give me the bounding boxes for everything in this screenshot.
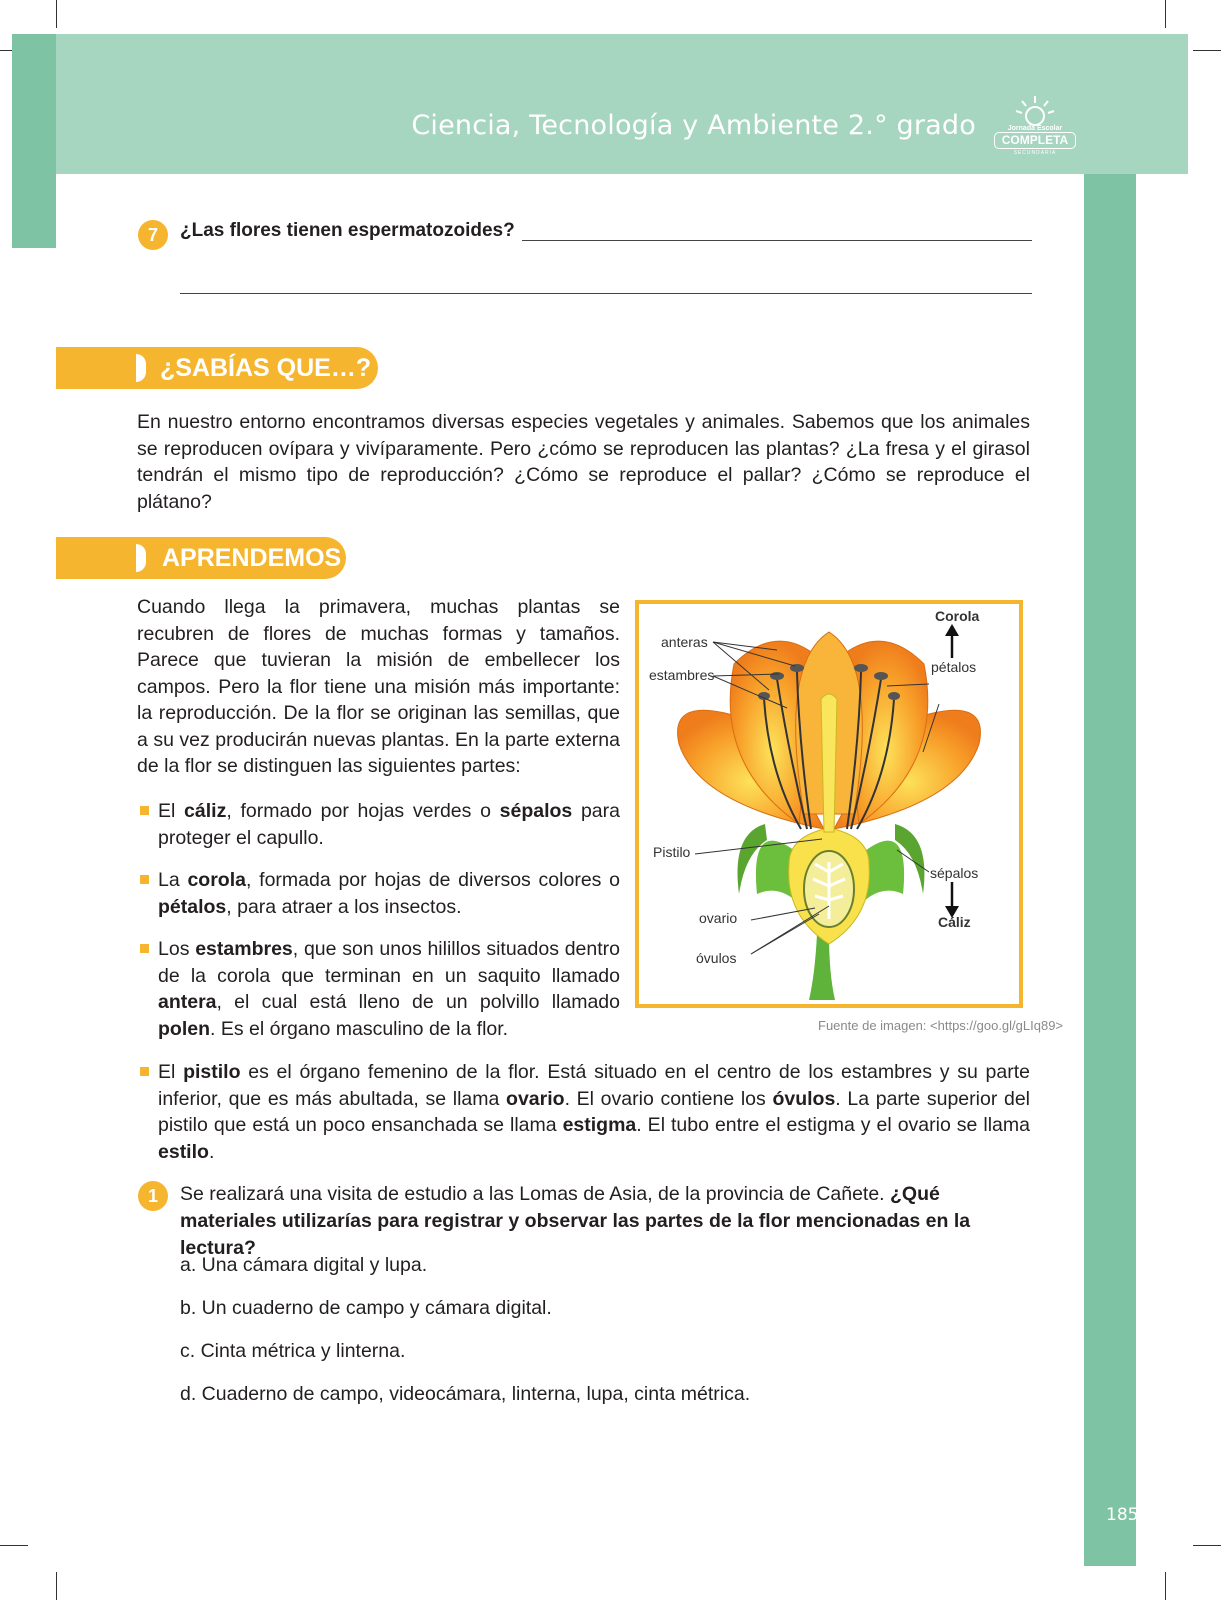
term-antera: antera xyxy=(158,991,217,1013)
text: El xyxy=(158,1061,184,1083)
logo-line1: Jornada Escolar xyxy=(1007,125,1063,132)
option-d[interactable]: d. Cuaderno de campo, videocámara, linterna, lupa, cinta métrica. xyxy=(180,1383,751,1405)
text: , que son unos hilillos situados dentro de la corola que terminan en un saquito llamado xyxy=(158,938,620,987)
label-ovario: ovario xyxy=(699,910,738,926)
text: . xyxy=(208,1140,215,1163)
image-source: Fuente de imagen: <https://goo.gl/gLIq89> xyxy=(818,1018,1064,1033)
crop-mark xyxy=(0,1545,28,1546)
text: , el cual está lleno de un polvillo llamado xyxy=(216,991,620,1013)
header-title: Ciencia, Tecnología y Ambiente 2.° grado xyxy=(411,110,976,141)
logo-line3: SECUNDARIA xyxy=(1013,150,1057,156)
text: El xyxy=(158,800,185,822)
question-7-text: ¿Las flores tienen espermatozoides? xyxy=(180,220,515,241)
label-ovulos: óvulos xyxy=(696,950,737,966)
term-corola: corola xyxy=(187,869,246,891)
bullet-estambres xyxy=(158,936,620,1042)
flower-figure xyxy=(635,600,1023,1008)
bullet-pistilo xyxy=(158,1059,1030,1165)
term-estigma: estigma xyxy=(562,1114,637,1136)
term-estilo: estilo xyxy=(158,1140,209,1163)
logo-line2: COMPLETA xyxy=(994,132,1076,149)
crop-mark xyxy=(1165,0,1166,28)
label-caliz: Cáliz xyxy=(938,914,971,930)
text: La xyxy=(158,869,188,891)
answer-line[interactable] xyxy=(522,240,1032,241)
sun-icon xyxy=(992,94,1078,128)
term-ovulos: óvulos xyxy=(772,1087,836,1110)
question-1-text xyxy=(180,1181,1030,1262)
bullet-icon xyxy=(140,806,149,815)
question-1-bold: ¿Qué materiales utilizarías para registrar y observar las partes de la flor mencionadas en la lectura? xyxy=(180,1183,971,1259)
text: Los xyxy=(158,938,196,960)
text: . Es el órgano masculino de la flor. xyxy=(210,1017,509,1040)
term-caliz: cáliz xyxy=(184,800,227,822)
aprendemos-heading: APRENDEMOS xyxy=(162,544,342,572)
left-tab xyxy=(12,34,56,248)
label-petalos: pétalos xyxy=(931,659,977,675)
term-sepalos: sépalos xyxy=(499,800,573,822)
crop-mark xyxy=(56,1572,57,1600)
sabias-text: En nuestro entorno encontramos diversas especies vegetales y animales. Sabemos que los animales se reproducen ovípara y vivíparamente. Pero ¿cómo se reproducen las plantas? ¿La fresa y el girasol tendrán el mismo tipo de reproducción? ¿Cómo se reproduce el pallar? ¿Cómo se reproduce el plátano? xyxy=(137,411,1030,513)
bullet-icon xyxy=(140,875,149,884)
option-b[interactable]: b. Un cuaderno de campo y cámara digital. xyxy=(180,1297,552,1319)
crop-mark xyxy=(1193,1545,1221,1546)
text: es el órgano femenino de la flor. Está situado en el centro de los estambres y su parte inferior, que es más abultada, se llama xyxy=(158,1061,1030,1110)
bullet-icon xyxy=(140,1067,149,1076)
question-1-badge: 1 xyxy=(138,1181,168,1211)
aprendemos-intro: Cuando llega la primavera, muchas plantas se recubren de flores de muchas formas y tamaños. Parece que tuvieran la misión de embellecer los campos. Pero la flor tiene una misión más importante: la reproducción. De la flor se originan las semillas, que a su vez producirán nuevas plantas. En la parte externa de la flor se distinguen las siguientes partes: xyxy=(137,596,620,777)
term-ovario: ovario xyxy=(506,1087,565,1110)
bullet-corola xyxy=(158,867,620,920)
crop-mark xyxy=(1165,1572,1166,1600)
bullet-caliz xyxy=(158,798,620,851)
sabias-heading: ¿SABÍAS QUE…? xyxy=(160,354,372,382)
answer-line[interactable] xyxy=(180,293,1032,294)
text: , formado por hojas verdes o xyxy=(226,800,500,822)
right-strip xyxy=(1084,174,1139,1566)
label-anteras: anteras xyxy=(661,634,708,650)
label-pistilo: Pistilo xyxy=(653,844,691,860)
arrow-up-icon xyxy=(945,624,959,636)
term-pistilo: pistilo xyxy=(183,1061,241,1083)
text: . El tubo entre el estigma y el ovario se llama xyxy=(636,1114,1030,1136)
label-estambres: estambres xyxy=(649,667,715,683)
term-polen: polen xyxy=(158,1017,210,1040)
page-number: 185 xyxy=(1106,1505,1139,1525)
term-estambres: estambres xyxy=(195,938,293,960)
question-7-badge: 7 xyxy=(138,220,168,250)
text: . El ovario contiene los xyxy=(564,1087,773,1110)
option-a[interactable]: a. Una cámara digital y lupa. xyxy=(180,1254,428,1276)
jec-logo xyxy=(992,94,1078,160)
bullet-icon xyxy=(140,944,149,953)
label-corola: Corola xyxy=(935,608,980,624)
text: , formada por hojas de diversos colores o xyxy=(245,869,621,891)
text: , para atraer a los insectos. xyxy=(226,895,462,918)
label-sepalos: sépalos xyxy=(930,865,979,881)
question-1-prompt: Se realizará una visita de estudio a las Lomas de Asia, de la provincia de Cañete. xyxy=(180,1183,891,1205)
crop-mark xyxy=(1193,50,1221,51)
text: . La parte superior del pistilo que está un poco ensanchada se llama xyxy=(158,1087,1031,1136)
crop-mark xyxy=(56,0,57,28)
text: para proteger el capullo. xyxy=(158,800,620,849)
term-petalos: pétalos xyxy=(158,895,227,918)
option-c[interactable]: c. Cinta métrica y linterna. xyxy=(180,1340,406,1362)
